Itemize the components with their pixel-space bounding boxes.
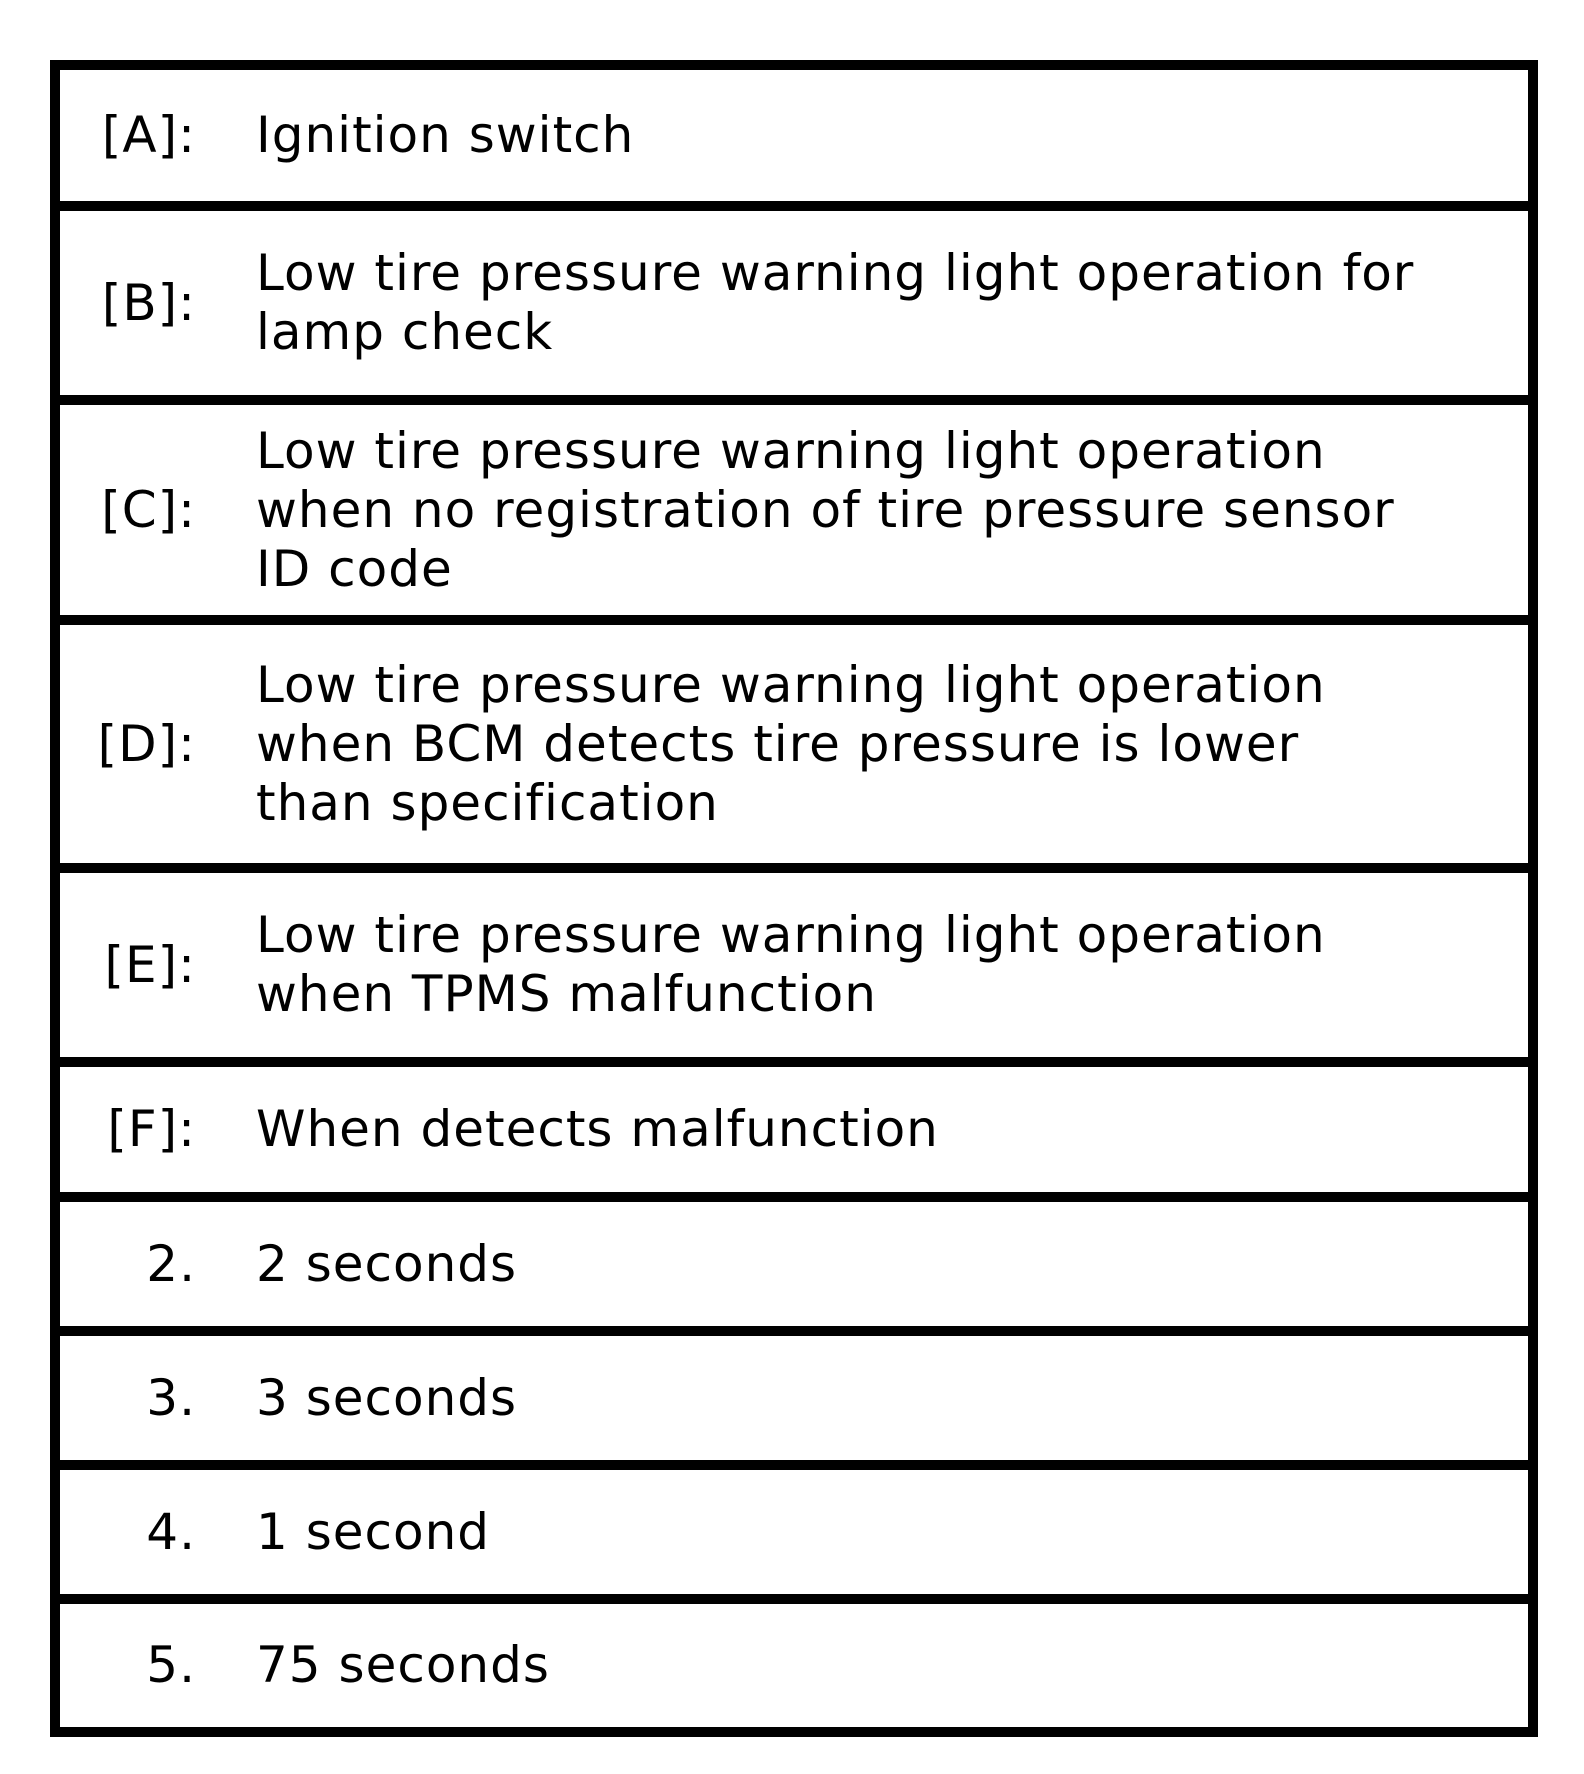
legend-key: [E]: (104, 935, 196, 994)
legend-key: [F]: (107, 1100, 196, 1158)
legend-text: 1 second (256, 1502, 491, 1561)
legend-row-b (60, 201, 1528, 395)
legend-text: 2 seconds (256, 1234, 518, 1293)
legend-key: 3. (146, 1368, 196, 1427)
legend-key: [C]: (101, 480, 196, 539)
legend-text: Low tire pressure warning light operation when TPMS malfunction (256, 906, 1326, 1023)
legend-text: 75 seconds (256, 1636, 550, 1694)
legend-row-d (60, 615, 1528, 863)
legend-row-4 (60, 1460, 1528, 1594)
legend-key: 2. (146, 1234, 196, 1293)
legend-table (50, 60, 1538, 1737)
legend-key: [B]: (101, 273, 196, 332)
legend-key: 4. (146, 1502, 196, 1561)
legend-row-e (60, 863, 1528, 1057)
legend-text: Low tire pressure warning light operation when BCM detects tire pressure is lower than specification (256, 655, 1326, 832)
legend-key: [A]: (101, 106, 196, 164)
legend-row-2 (60, 1192, 1528, 1326)
legend-text: Low tire pressure warning light operation when no registration of tire pressure sensor ID code (256, 421, 1395, 598)
legend-row-3 (60, 1326, 1528, 1460)
legend-row-f (60, 1057, 1528, 1192)
legend-row-a (60, 70, 1528, 201)
legend-text: Low tire pressure warning light operation for lamp check (256, 244, 1415, 361)
legend-text: 3 seconds (256, 1368, 518, 1427)
legend-row-c (60, 395, 1528, 615)
legend-text: When detects malfunction (256, 1100, 939, 1158)
legend-key: 5. (146, 1636, 196, 1694)
legend-key: [D]: (97, 714, 196, 773)
legend-text: Ignition switch (256, 106, 635, 164)
legend-row-5 (60, 1594, 1528, 1727)
